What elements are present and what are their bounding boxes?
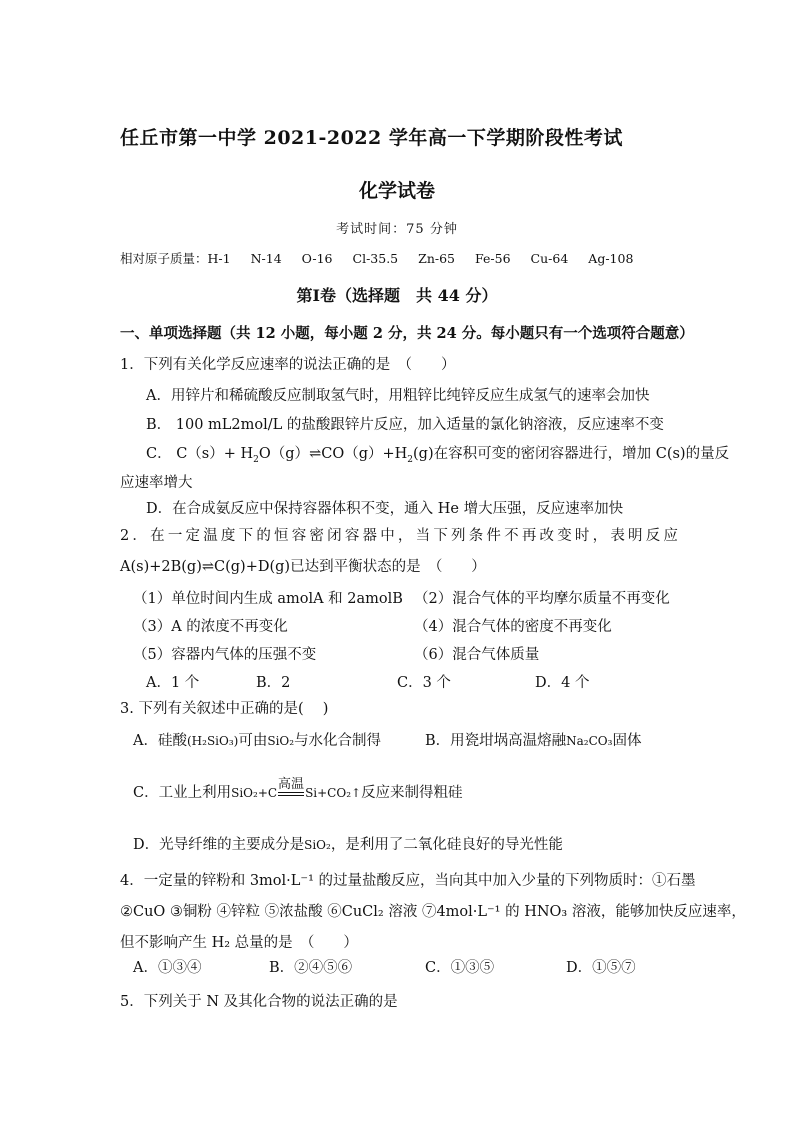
q1-option-a: A．用锌片和稀硫酸反应制取氢气时，用粗锌比纯锌反应生成氢气的速率会加快	[146, 388, 650, 404]
exam-subtitle: 化学试卷	[358, 180, 435, 202]
q2-condition-4: （4）混合气体的密度不再变化	[414, 619, 612, 635]
section1-title: 一、单项选择题（共 12 小题，每小题 2 分，共 24 分。每小题只有一个选项符合题意）	[120, 325, 694, 342]
q2-stem-line2: A(s)+2B(g)⇌C(g)+D(g)已达到平衡状态的是 （ ）	[120, 559, 486, 575]
q3-stem: 3. 下列有关叙述中正确的是( )	[120, 701, 329, 717]
atomic-mass: Cu-64	[530, 251, 569, 266]
exam-title: 任丘市第一中学 2021-2022 学年高一下学期阶段性考试	[120, 127, 623, 149]
q3-option-b: B．用瓷坩埚高温熔融Na₂CO₃固体	[425, 733, 642, 749]
q4-option-a: A．①③④	[133, 960, 202, 976]
q2-condition-5: （5）容器内气体的压强不变	[133, 647, 317, 663]
q4-stem-line3: 但不影响产生 H₂ 总量的是 （ ）	[120, 935, 358, 951]
exam-time: 考试时间：75 分钟	[336, 222, 458, 237]
q1-option-b: B． 100 mL2mol/L 的盐酸跟锌片反应，加入适量的氯化钠溶液，反应速率不变	[146, 417, 664, 433]
q2-condition-2: （2）混合气体的平均摩尔质量不再变化	[414, 591, 670, 607]
q5-stem: 5．下列关于 N 及其化合物的说法正确的是	[120, 994, 398, 1010]
atomic-mass: Cl-35.5	[352, 251, 399, 266]
atomic-mass: N-14	[250, 251, 282, 266]
q1-stem: 1．下列有关化学反应速率的说法正确的是 （ ）	[120, 357, 456, 373]
q4-stem-line1: 4．一定量的锌粉和 3mol·L⁻¹ 的过量盐酸反应，当向其中加入少量的下列物质时：①石墨	[120, 873, 696, 889]
q2-condition-3: （3）A 的浓度不再变化	[133, 619, 288, 635]
atomic-mass: Zn-65	[418, 251, 456, 266]
q3-option-d: D．光导纤维的主要成分是SiO₂，是利用了二氧化硅良好的导光性能	[133, 837, 563, 853]
q2-option-b: B．2	[256, 675, 291, 691]
q3-option-c: C．工业上利用SiO₂+C 高温 Si+CO₂↑反应来制得粗硅	[133, 777, 463, 801]
atomic-mass: Ag-108	[588, 251, 634, 266]
atomic-masses	[120, 249, 633, 267]
atomic-mass: Fe-56	[475, 251, 511, 266]
part1-title: 第Ⅰ卷（选择题 共 44 分）	[296, 286, 498, 305]
q1-option-c: C． $C(s)+ H_2O(g)\rightleftharpoons CO(g)+H_2(g)$在容积可变的密闭容器进行，增加 C(s)的量反	[146, 446, 730, 465]
atomic-mass: H-1	[207, 251, 231, 266]
atomic-label: 相对原子质量：	[120, 251, 208, 266]
q1-option-c-cont: 应速率增大	[120, 475, 193, 491]
q4-stem-line2: ②CuO ③铜粉 ④锌粒 ⑤浓盐酸 ⑥CuCl₂ 溶液 ⑦4mol·L⁻¹ 的 HNO₃ 溶液，能够加快反应速率，	[120, 904, 746, 920]
q2-option-d: D．4 个	[535, 675, 590, 691]
q2-option-c: C．3 个	[397, 675, 451, 691]
atomic-mass: O-16	[301, 251, 333, 266]
q1-option-d: D．在合成氨反应中保持容器体积不变，通入 He 增大压强，反应速率加快	[146, 501, 624, 517]
q4-option-b: B．②④⑤⑥	[269, 960, 353, 976]
q2-condition-1: （1）单位时间内生成 amolA 和 2amolB	[133, 591, 403, 607]
q3-option-a: A．硅酸(H₂SiO₃)可由SiO₂与水化合制得	[133, 733, 382, 749]
q4-option-d: D．①⑤⑦	[566, 960, 636, 976]
q2-stem-line1: 2．在一定温度下的恒容密闭容器中，当下列条件不再改变时，表明反应	[120, 528, 682, 544]
q4-option-c: C．①③⑤	[425, 960, 495, 976]
q2-option-a: A．1 个	[146, 675, 200, 691]
q2-condition-6: （6）混合气体质量	[414, 647, 540, 663]
high-temp-equals-sign: 高温	[277, 786, 305, 800]
